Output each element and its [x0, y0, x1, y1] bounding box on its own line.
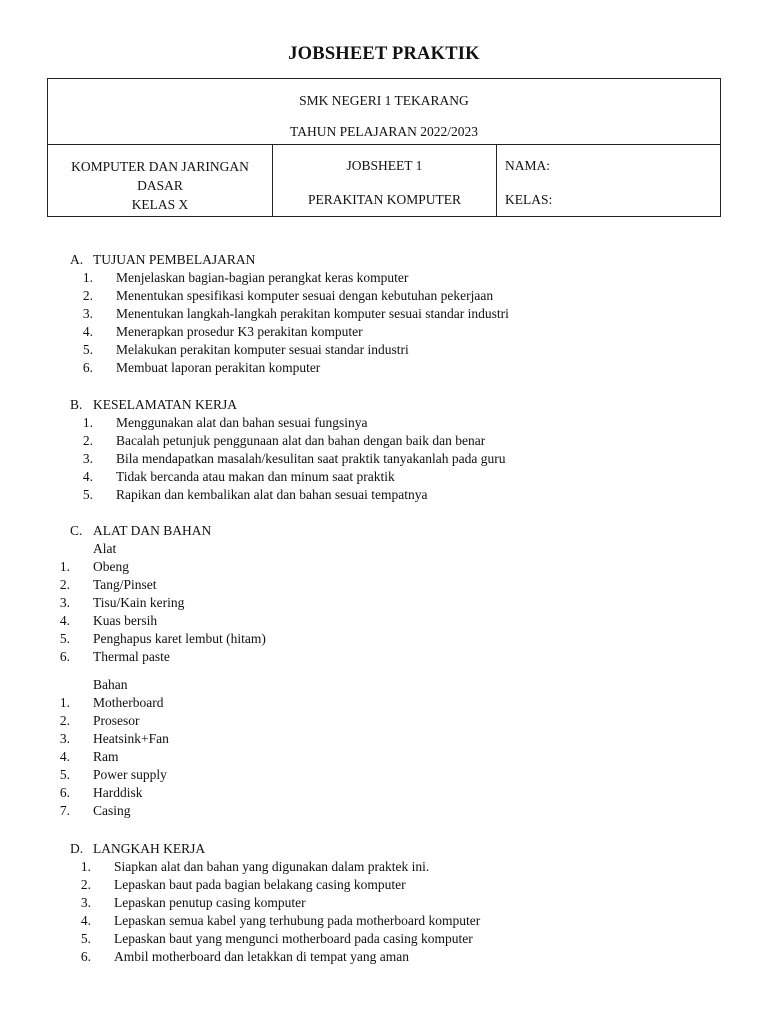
item-text: Menentukan langkah-langkah perakitan komputer sesuai standar industri — [116, 306, 509, 321]
list-item — [70, 486, 506, 504]
item-text: Kuas bersih — [93, 613, 158, 628]
list-item — [70, 341, 509, 359]
section-letter: B. — [70, 397, 83, 412]
section-letter: D. — [70, 841, 84, 856]
jobsheet-number: JOBSHEET 1 — [346, 158, 423, 173]
section-heading — [70, 840, 480, 858]
item-number: 2. — [82, 433, 93, 448]
bahan-label: Bahan — [93, 677, 128, 692]
item-text: Membuat laporan perakitan komputer — [116, 360, 321, 375]
item-text: Siapkan alat dan bahan yang digunakan dalam praktek ini. — [114, 859, 430, 874]
item-number: 6. — [80, 949, 91, 964]
header-school-row — [48, 79, 720, 145]
item-text: Lepaskan baut pada bagian belakang casing komputer — [114, 877, 406, 892]
item-number: 4. — [82, 324, 93, 339]
item-number: 5. — [80, 931, 91, 946]
item-number: 3. — [59, 731, 70, 746]
list-item — [47, 784, 266, 802]
item-text: Motherboard — [93, 695, 164, 710]
list-item — [70, 305, 509, 323]
list-item — [70, 359, 509, 377]
item-number: 5. — [82, 487, 93, 502]
section-tujuan — [70, 251, 509, 377]
list-item — [68, 858, 480, 876]
section-letter: C. — [70, 523, 83, 538]
header-table — [47, 78, 721, 217]
bahan-list — [47, 694, 266, 820]
kelas-label: KELAS: — [505, 192, 553, 207]
item-number: 4. — [80, 913, 91, 928]
item-text: Heatsink+Fan — [93, 731, 169, 746]
list-item — [68, 912, 480, 930]
item-number: 4. — [59, 613, 70, 628]
tujuan-list — [70, 269, 509, 377]
section-langkah — [70, 840, 480, 966]
item-text: Tang/Pinset — [93, 577, 157, 592]
jobsheet-cell — [273, 145, 497, 217]
item-text: Menjelaskan bagian-bagian perangkat keras komputer — [116, 270, 409, 285]
list-item — [70, 323, 509, 341]
item-text: Prosesor — [93, 713, 140, 728]
list-item — [47, 558, 266, 576]
item-number: 1. — [59, 559, 70, 574]
item-text: Menerapkan prosedur K3 perakitan komputer — [116, 324, 363, 339]
list-item — [47, 648, 266, 666]
item-text: Rapikan dan kembalikan alat dan bahan sesuai tempatnya — [116, 487, 428, 502]
item-number: 6. — [82, 360, 93, 375]
program-text — [48, 157, 272, 214]
item-text: Menggunakan alat dan bahan sesuai fungsinya — [116, 415, 368, 430]
item-number: 6. — [59, 785, 70, 800]
item-number: 6. — [59, 649, 70, 664]
list-item — [47, 802, 266, 820]
program-line: KOMPUTER DAN JARINGAN — [71, 159, 249, 174]
alat-label: Alat — [93, 541, 117, 556]
section-keselamatan — [70, 396, 506, 504]
section-title: TUJUAN PEMBELAJARAN — [93, 252, 256, 267]
section-title: KESELAMATAN KERJA — [93, 397, 238, 412]
item-text: Lepaskan semua kabel yang terhubung pada motherboard komputer — [114, 913, 481, 928]
item-number: 1. — [82, 415, 93, 430]
list-item — [68, 948, 480, 966]
section-heading — [70, 396, 506, 414]
list-item — [70, 287, 509, 305]
item-number: 5. — [59, 767, 70, 782]
list-item — [70, 468, 506, 486]
item-text: Penghapus karet lembut (hitam) — [93, 631, 266, 646]
program-cell — [48, 145, 273, 217]
item-text: Lepaskan penutup casing komputer — [114, 895, 306, 910]
item-text: Bila mendapatkan masalah/kesulitan saat praktik tanyakanlah pada guru — [116, 451, 506, 466]
list-item — [70, 450, 506, 468]
item-text: Ambil motherboard dan letakkan di tempat yang aman — [114, 949, 410, 964]
item-text: Thermal paste — [93, 649, 170, 664]
item-text: Obeng — [93, 559, 129, 574]
list-item — [68, 876, 480, 894]
list-item — [70, 269, 509, 287]
item-number: 4. — [59, 749, 70, 764]
section-alat-bahan — [59, 522, 266, 820]
item-number: 1. — [82, 270, 93, 285]
item-text: Ram — [93, 749, 119, 764]
list-item — [47, 712, 266, 730]
item-number: 2. — [82, 288, 93, 303]
school-name: SMK NEGERI 1 TEKARANG — [299, 93, 469, 108]
program-line: DASAR — [137, 178, 183, 193]
item-text: Bacalah petunjuk penggunaan alat dan bahan dengan baik dan benar — [116, 433, 486, 448]
list-item — [70, 414, 506, 432]
item-text: Melakukan perakitan komputer sesuai standar industri — [116, 342, 409, 357]
list-item — [68, 894, 480, 912]
item-text: Menentukan spesifikasi komputer sesuai dengan kebutuhan pekerjaan — [116, 288, 494, 303]
item-number: 7. — [59, 803, 70, 818]
list-item — [47, 630, 266, 648]
item-number: 5. — [82, 342, 93, 357]
item-text: Harddisk — [93, 785, 143, 800]
item-number: 4. — [82, 469, 93, 484]
list-item — [47, 612, 266, 630]
section-heading — [70, 251, 509, 269]
item-number: 3. — [82, 306, 93, 321]
page-title: JOBSHEET PRAKTIK — [288, 44, 480, 64]
section-heading — [70, 522, 266, 540]
item-text: Tisu/Kain kering — [93, 595, 185, 610]
item-text: Tidak bercanda atau makan dan minum saat praktik — [116, 469, 395, 484]
list-item — [47, 594, 266, 612]
class-level: KELAS X — [131, 197, 189, 212]
item-text: Casing — [93, 803, 131, 818]
list-item — [47, 694, 266, 712]
jobsheet-topic: PERAKITAN KOMPUTER — [307, 192, 462, 207]
list-item — [68, 930, 480, 948]
alat-list — [47, 558, 266, 666]
item-number: 1. — [59, 695, 70, 710]
langkah-list — [68, 858, 480, 966]
item-text: Power supply — [93, 767, 167, 782]
item-number: 3. — [80, 895, 91, 910]
nama-label: NAMA: — [505, 158, 551, 173]
section-title: ALAT DAN BAHAN — [93, 523, 212, 538]
list-item — [47, 730, 266, 748]
item-number: 2. — [59, 713, 70, 728]
item-number: 3. — [59, 595, 70, 610]
item-number: 3. — [82, 451, 93, 466]
item-number: 1. — [80, 859, 91, 874]
section-letter: A. — [70, 252, 84, 267]
list-item — [70, 432, 506, 450]
item-number: 2. — [80, 877, 91, 892]
keselamatan-list — [70, 414, 506, 504]
student-cell — [497, 145, 720, 217]
list-item — [47, 766, 266, 784]
school-year: TAHUN PELAJARAN 2022/2023 — [290, 124, 478, 139]
item-number: 2. — [59, 577, 70, 592]
item-text: Lepaskan baut yang mengunci motherboard pada casing komputer — [114, 931, 473, 946]
list-item — [47, 748, 266, 766]
section-title: LANGKAH KERJA — [93, 841, 206, 856]
item-number: 5. — [59, 631, 70, 646]
list-item — [47, 576, 266, 594]
